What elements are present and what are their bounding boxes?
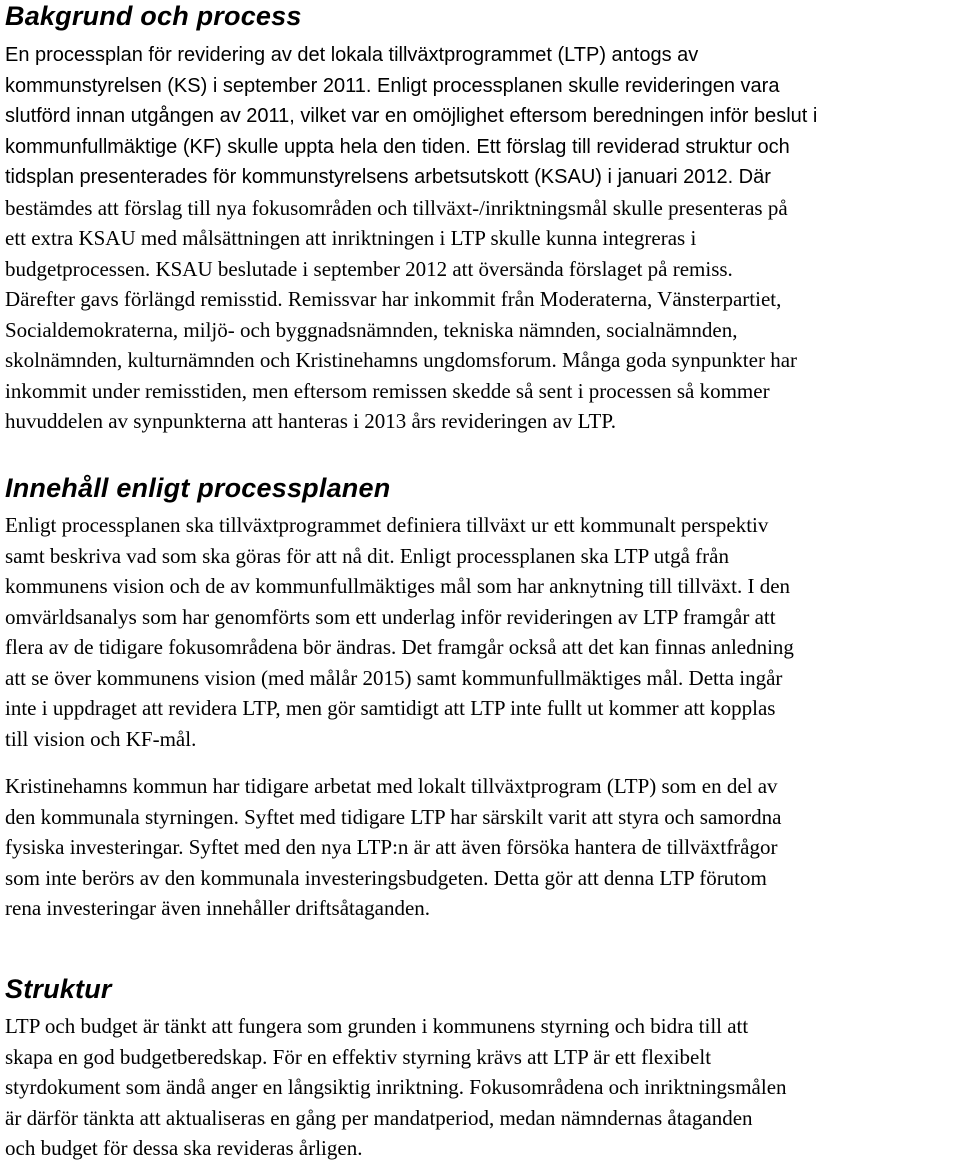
text-line: styrdokument som ändå anger en långsiktig inriktning. Fokusområdena och inriktningsmålen <box>5 1075 787 1099</box>
text-line: skolnämnden, kulturnämnden och Kristinehamns ungdomsforum. Många goda synpunkter har <box>5 348 798 372</box>
text-line: är därför tänkta att aktualiseras en gång per mandatperiod, medan nämndernas åtaganden <box>5 1105 753 1130</box>
text-line: samt beskriva vad som ska göras för att nå dit. Enligt processplanen ska LTP utgå från <box>5 543 729 568</box>
text-line: budgetprocessen. KSAU beslutade i september 2012 att översända förslaget på remiss. <box>5 256 733 281</box>
text-line: att se över kommunens vision (med målår 2015) samt kommunfullmäktiges mål. Detta ingår <box>5 665 783 690</box>
text-line: Enligt processplanen ska tillväxtprogrammet definiera tillväxt ur ett kommunalt perspektiv <box>5 513 769 537</box>
text-line: tidsplan presenterades för kommunstyrelsens arbetsutskott (KSAU) i januari 2012. Där <box>5 166 771 188</box>
paragraph-struktur <box>5 1011 957 1164</box>
text-line: den kommunala styrningen. Syftet med tidigare LTP har särskilt varit att styra och samordna <box>5 804 782 829</box>
section-heading-struktur: Struktur <box>5 974 112 1004</box>
text-line: Socialdemokraterna, miljö- och byggnadsnämnden, tekniska nämnden, socialnämnden, <box>5 317 738 342</box>
section-heading-bakgrund: Bakgrund och process <box>5 1 302 31</box>
paragraph-innehall-2 <box>5 771 957 924</box>
text-line: LTP och budget är tänkt att fungera som grunden i kommunens styrning och bidra till att <box>5 1014 749 1038</box>
section-heading-innehall: Innehåll enligt processplanen <box>5 473 391 503</box>
text-line: skapa en god budgetberedskap. För en effektiv styrning krävs att LTP är ett flexibelt <box>5 1044 712 1069</box>
text-line: En processplan för revidering av det lokala tillväxtprogrammet (LTP) antogs av <box>5 44 699 66</box>
text-line: Därefter gavs förlängd remisstid. Remissvar har inkommit från Moderaterna, Vänsterpartiet, <box>5 287 782 311</box>
text-line: kommunfullmäktige (KF) skulle uppta hela den tiden. Ett förslag till reviderad struktur och <box>5 135 790 158</box>
text-line: flera av de tidigare fokusområdena bör ändras. Det framgår också att det kan finnas anledning <box>5 635 794 659</box>
paragraph-bakgrund <box>5 40 957 437</box>
paragraph-innehall-1 <box>5 510 957 754</box>
text-line: huvuddelen av synpunkterna att hanteras i 2013 års revideringen av LTP. <box>5 409 616 433</box>
text-line: och budget för dessa ska revideras årligen. <box>5 1136 363 1160</box>
text-line: inkommit under remisstiden, men eftersom remissen skedde så sent i processen så kommer <box>5 378 770 403</box>
text-line: rena investeringar även innehåller driftsåtaganden. <box>5 896 431 920</box>
text-line: omvärldsanalys som har genomförts som ett underlag inför revideringen av LTP framgår att <box>5 604 776 629</box>
text-line: fysiska investeringar. Syftet med den nya LTP:n är att även försöka hantera de tillväxtfrågor <box>5 835 778 859</box>
text-line: kommunens vision och de av kommunfullmäktiges mål som har anknytning till tillväxt. I den <box>5 574 791 598</box>
text-line: bestämdes att förslag till nya fokusområden och tillväxt-/inriktningsmål skulle presenteras på <box>5 195 788 220</box>
text-line: slutförd innan utgången av 2011, vilket var en omöjlighet eftersom beredningen inför beslut i <box>5 105 818 127</box>
text-line: ett extra KSAU med målsättningen att inriktningen i LTP skulle kunna integreras i <box>5 226 697 250</box>
text-line: till vision och KF-mål. <box>5 726 197 751</box>
text-line: inte i uppdraget att revidera LTP, men gör samtidigt att LTP inte fullt ut kommer att kopplas <box>5 696 776 720</box>
text-line: kommunstyrelsen (KS) i september 2011. Enligt processplanen skulle revideringen vara <box>5 74 780 97</box>
text-line: Kristinehamns kommun har tidigare arbetat med lokalt tillväxtprogram (LTP) som en del av <box>5 774 778 798</box>
text-line: som inte berörs av den kommunala investeringsbudgeten. Detta gör att denna LTP förutom <box>5 865 767 890</box>
